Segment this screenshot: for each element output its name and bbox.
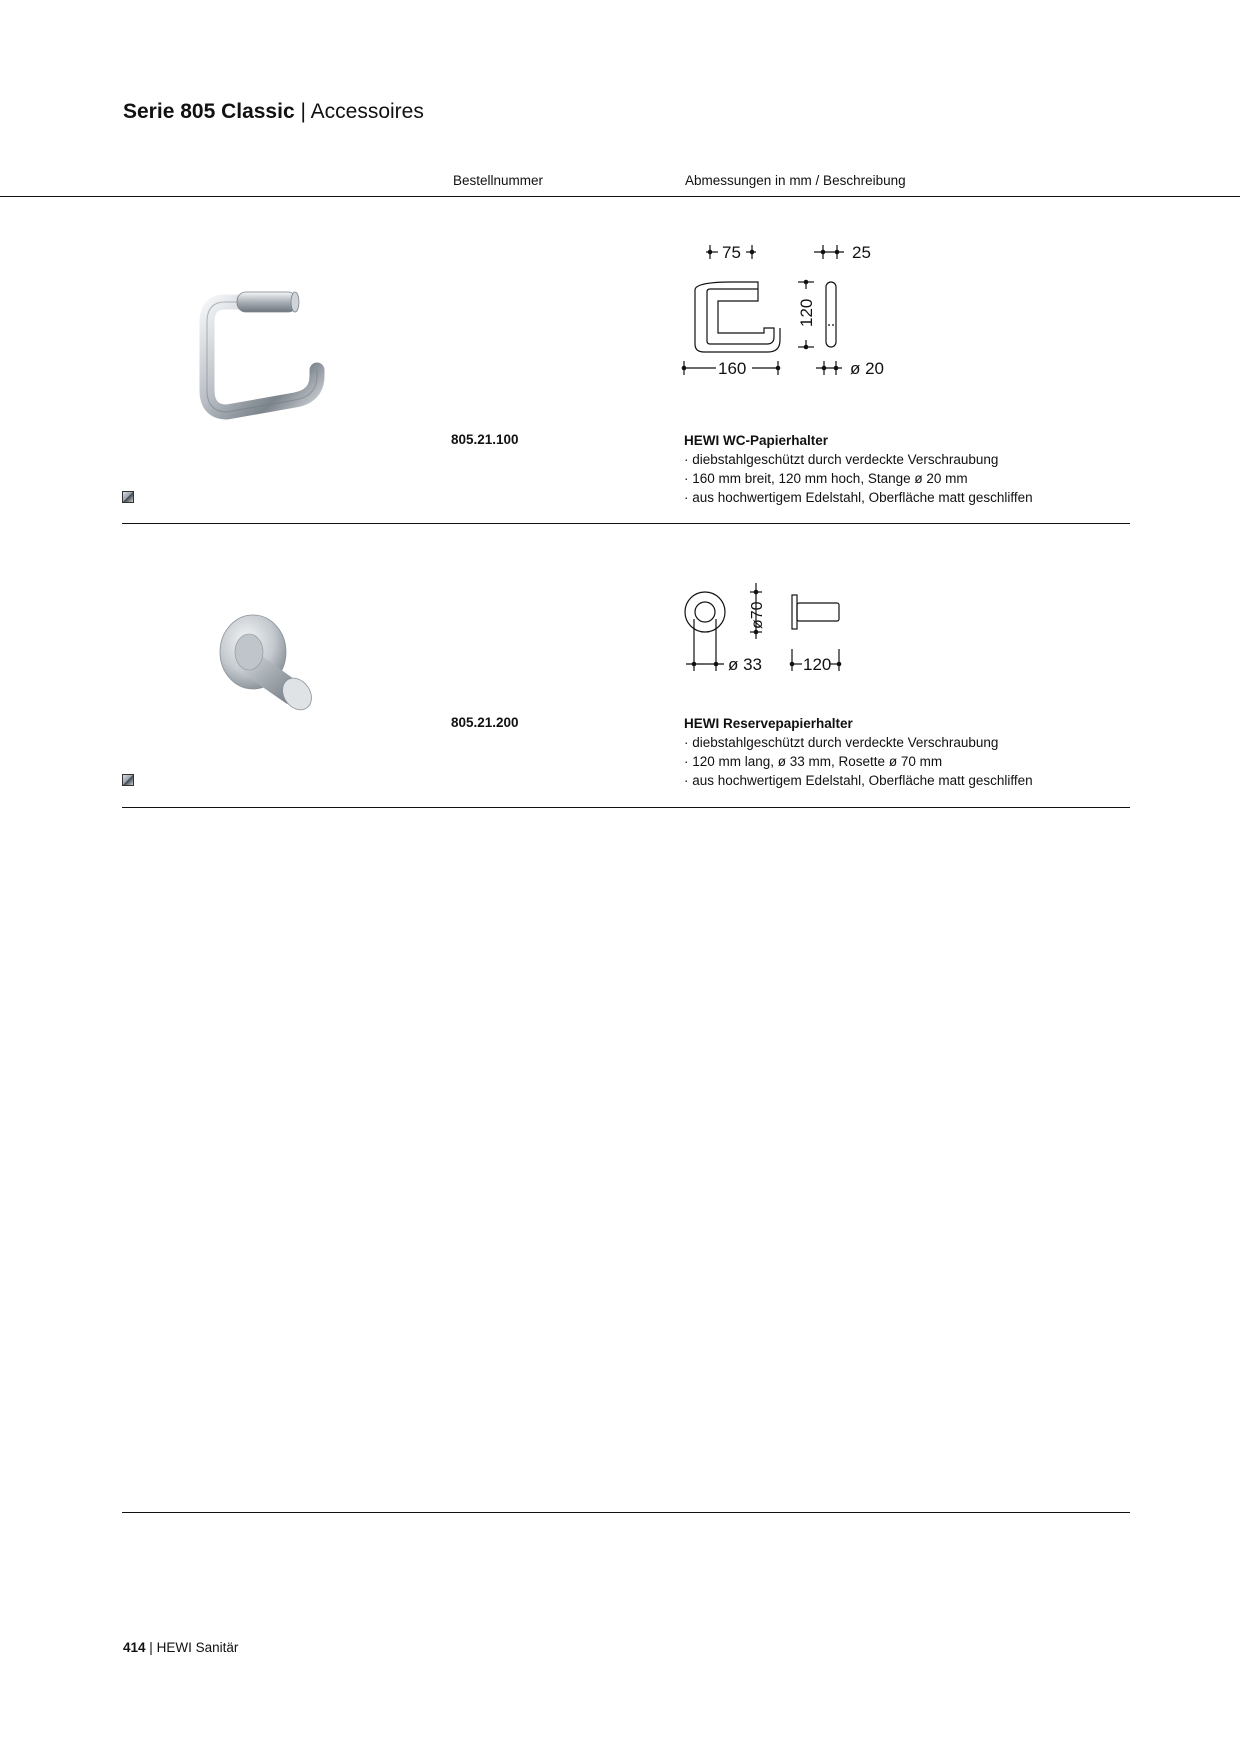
product-photo-reservepapierhalter [215, 608, 340, 718]
order-number: 805.21.100 [451, 432, 519, 447]
product-bullet: · aus hochwertigem Edelstahl, Oberfläche matt geschliffen [684, 490, 1033, 505]
product-description [684, 431, 1033, 507]
dimension-drawing-reservepapierhalter [680, 583, 880, 683]
stainless-steel-icon [122, 774, 134, 786]
column-header-order-number: Bestellnummer [453, 173, 544, 188]
order-number: 805.21.200 [451, 715, 519, 730]
dim-top-right: 25 [852, 245, 871, 262]
dim-top-left: 75 [722, 245, 741, 262]
footer-brand: HEWI Sanitär [156, 1640, 239, 1655]
product-bullet: · 120 mm lang, ø 33 mm, Rosette ø 70 mm [684, 754, 943, 769]
product-name: HEWI WC-Papierhalter [684, 433, 829, 448]
product-bullet: · diebstahlgeschützt durch verdeckte Verschraubung [684, 452, 999, 467]
page-footer [123, 1640, 238, 1655]
product-description [684, 714, 1033, 790]
title-separator: | [300, 100, 306, 123]
stainless-steel-icon [122, 491, 134, 503]
product-bullet: · 160 mm breit, 120 mm hoch, Stange ø 20 mm [684, 471, 968, 486]
dim-bottom-left: 160 [718, 359, 747, 378]
series-title: Serie 805 Classic [123, 100, 295, 123]
column-header-dimensions: Abmessungen in mm / Beschreibung [685, 173, 906, 188]
dim-height: 120 [797, 298, 816, 327]
product-bullet: · diebstahlgeschützt durch verdeckte Verschraubung [684, 735, 999, 750]
footer-separator: | [149, 1640, 153, 1655]
dim-diameter: ø 33 [728, 655, 763, 674]
dim-bottom-right: ø 20 [850, 359, 885, 378]
dim-rosette: ø70 [749, 601, 766, 629]
product-bullet: · aus hochwertigem Edelstahl, Oberfläche matt geschliffen [684, 773, 1033, 788]
page-number: 414 [123, 1640, 146, 1655]
product-divider [122, 807, 1130, 808]
dim-length: 120 [803, 655, 832, 674]
section-title: Accessoires [310, 100, 424, 123]
dimension-drawing-wc-papierhalter [680, 245, 900, 385]
footer-rule [122, 1512, 1130, 1513]
product-name: HEWI Reservepapierhalter [684, 716, 853, 731]
header-rule [0, 196, 1240, 197]
page-title [123, 100, 424, 124]
product-photo-wc-papierhalter [195, 280, 365, 440]
product-divider [122, 523, 1130, 524]
